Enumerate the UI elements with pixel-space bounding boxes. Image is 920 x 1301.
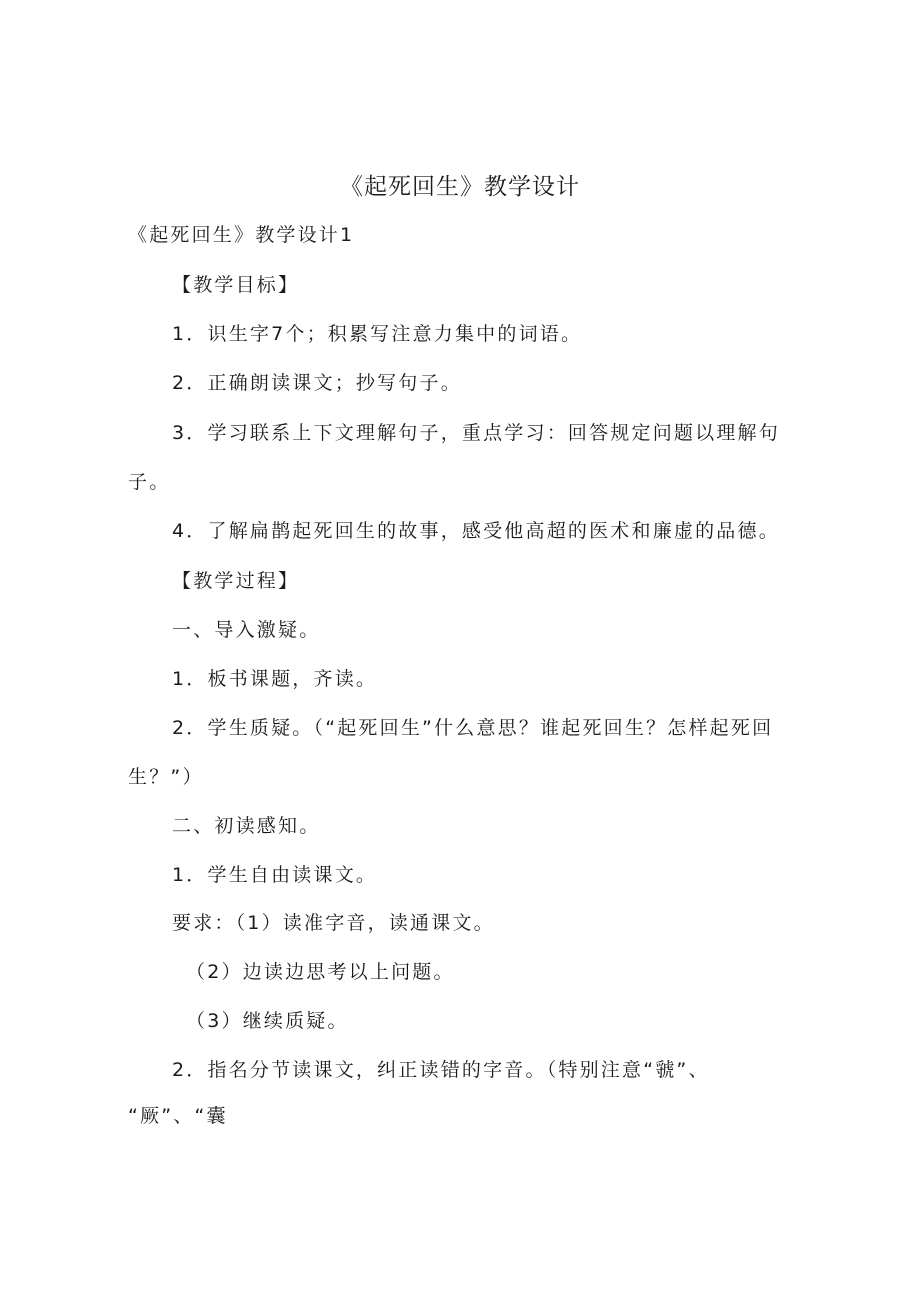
section-subtitle: 《起死回生》教学设计1 (128, 224, 355, 246)
process-item-continued: 生？”） (128, 766, 204, 788)
objective-item-3: 3．学习联系上下文理解句子，重点学习：回答规定问题以理解句 (172, 422, 780, 444)
objective-item-4: 4．了解扁鹊起死回生的故事，感受他高超的医术和廉虚的品德。 (172, 520, 780, 542)
process-item: 1．学生自由读课文。 (172, 864, 378, 886)
process-item: 2．指名分节读课文，纠正读错的字音。（特别注意“虢”、 (172, 1059, 710, 1081)
objective-item-3-continued: 子。 (128, 471, 171, 493)
process-step-2-heading: 二、初读感知。 (172, 815, 321, 837)
objectives-heading: 【教学目标】 (172, 274, 300, 296)
objective-item-1: 1．识生字7个；积累写注意力集中的词语。 (172, 323, 583, 345)
process-item: 1．板书课题，齐读。 (172, 668, 378, 690)
document-title: 《起死回生》教学设计 (340, 174, 580, 200)
objective-item-2: 2．正确朗读课文；抄写句子。 (172, 372, 462, 394)
process-item-continued: “厥”、“囊 (128, 1105, 228, 1127)
process-step-1-heading: 一、导入激疑。 (172, 619, 321, 641)
process-heading: 【教学过程】 (172, 570, 300, 592)
process-requirement: 要求：（1）读准字音，读通课文。 (172, 912, 495, 934)
process-requirement: （2）边读边思考以上问题。 (186, 961, 455, 983)
process-item: 2．学生质疑。（“起死回生”什么意思？谁起死回生？怎样起死回 (172, 717, 774, 739)
process-requirement: （3）继续质疑。 (186, 1010, 349, 1032)
